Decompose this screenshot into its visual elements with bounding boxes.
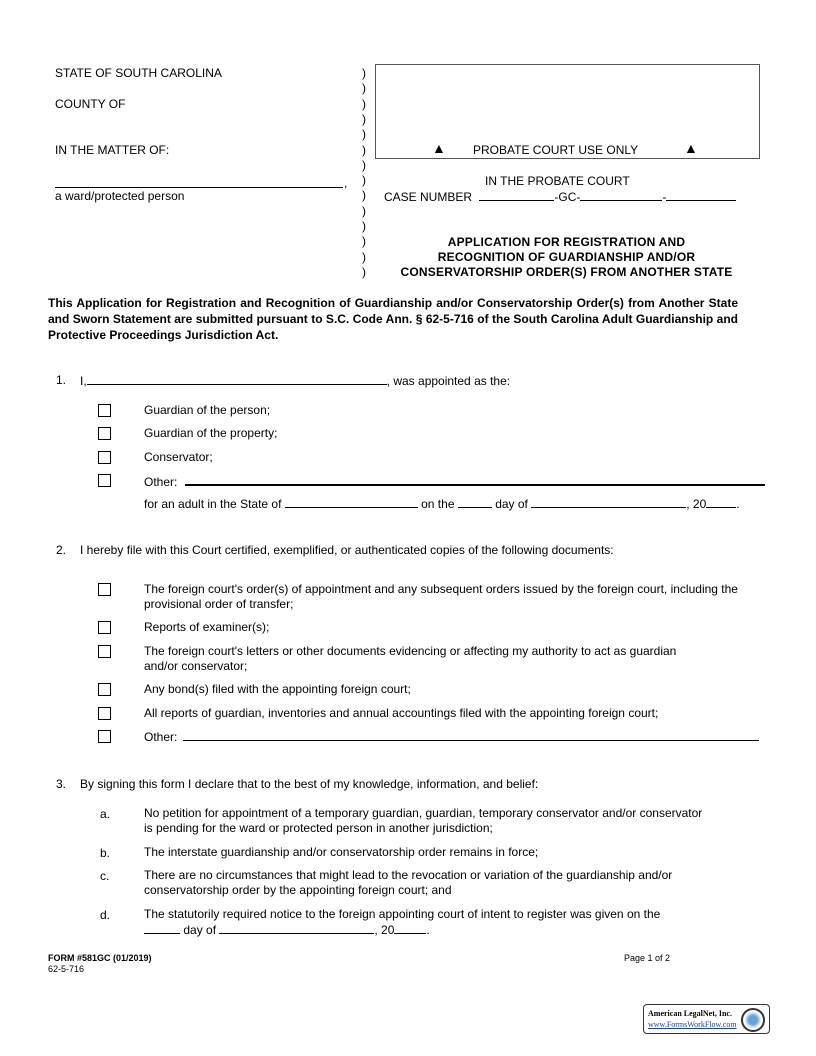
checkbox-conservator[interactable] (98, 451, 111, 464)
option-guardian-property: Guardian of the property; (144, 426, 278, 440)
option-conservator: Conservator; (144, 450, 213, 464)
caption-paren: ) (362, 219, 366, 233)
item-d-line2 (144, 922, 660, 938)
checkbox-doc-reports[interactable] (98, 707, 111, 720)
section3-text: By signing this form I declare that to the best of my knowledge, information, and belief: (80, 777, 539, 791)
caption-paren: ) (362, 111, 366, 126)
appointment-day-field[interactable] (458, 496, 492, 508)
notice-month-field[interactable] (219, 922, 374, 934)
checkbox-guardian-property[interactable] (98, 427, 111, 440)
doc-examiner: Reports of examiner(s); (144, 620, 270, 634)
caption-paren: ) (362, 264, 366, 279)
form-title-line2: RECOGNITION OF GUARDIANSHIP AND/OR (437, 250, 696, 264)
state-line-day-of: day of (495, 497, 528, 511)
caption-paren: ) (362, 173, 366, 188)
case-separator: - (662, 190, 667, 204)
item-d-letter: d. (100, 908, 111, 922)
ward-name-field[interactable] (55, 176, 343, 188)
item-d-line1: The statutorily required notice to the foreign appointing court of intent to register was given on the (144, 907, 661, 921)
american-legalnet-logo[interactable] (643, 1004, 770, 1034)
other-role-field[interactable] (185, 473, 765, 486)
form-title-line3: CONSERVATORSHIP ORDER(S) FROM ANOTHER STATE (400, 265, 733, 279)
section1-suffix: , was appointed as the: (386, 374, 511, 388)
case-number-label: CASE NUMBER (384, 190, 473, 204)
checkbox-other[interactable] (98, 474, 111, 487)
doc-orders (144, 582, 738, 612)
form-title-line1: APPLICATION FOR REGISTRATION AND (447, 235, 686, 249)
county-label: COUNTY OF (55, 97, 126, 111)
item-c-letter: c. (100, 869, 110, 883)
ward-label: a ward/protected person (55, 189, 185, 203)
caption-paren: ) (362, 249, 366, 264)
doc-bonds: Any bond(s) filed with the appointing foreign court; (144, 682, 411, 696)
checkbox-doc-examiner[interactable] (98, 621, 111, 634)
section1-line (80, 373, 510, 388)
form-code: 62-5-716 (48, 964, 85, 974)
option-guardian-person: Guardian of the person; (144, 403, 271, 417)
section2-text: I hereby file with this Court certified, exemplified, or authenticated copies of the following documents: (80, 543, 614, 557)
triangle-up-icon: ▲ (432, 140, 446, 156)
page-number: Page 1 of 2 (624, 953, 671, 963)
option-other: Other: (144, 475, 178, 489)
checkbox-doc-letters[interactable] (98, 645, 111, 658)
state-line-year-prefix: , 20 (686, 497, 707, 511)
section1-prefix: I, (80, 374, 87, 388)
state-field[interactable] (285, 496, 418, 508)
doc-orders-line2: provisional order of transfer; (144, 597, 294, 611)
doc-letters-line2: and/or conservator; (144, 659, 248, 673)
caption-paren: ) (362, 81, 366, 96)
doc-other-field[interactable] (183, 729, 759, 741)
form-number: FORM #581GC (01/2019) (48, 953, 152, 963)
section3-number: 3. (56, 777, 67, 791)
section1-number: 1. (56, 373, 67, 387)
case-gc-separator: -GC- (554, 190, 581, 204)
logo-company: American LegalNet, Inc. (648, 1009, 732, 1018)
state-line-on-the: on the (421, 497, 455, 511)
item-c-line1: There are no circumstances that might lead to the revocation or variation of the guardianship and/or (144, 868, 673, 882)
section2-number: 2. (56, 543, 67, 557)
case-middle-field[interactable] (580, 189, 662, 201)
checkbox-doc-other[interactable] (98, 730, 111, 743)
court-use-label: PROBATE COURT USE ONLY (473, 143, 639, 157)
notice-year-field[interactable] (394, 922, 426, 934)
caption-paren: ) (362, 188, 366, 203)
doc-other-row (144, 729, 759, 745)
state-line (144, 496, 740, 512)
triangle-up-icon: ▲ (684, 140, 698, 156)
notice-period: . (426, 923, 430, 937)
caption-paren: ) (362, 142, 366, 157)
item-b-letter: b. (100, 846, 111, 860)
state-line-text: for an adult in the State of (144, 497, 282, 511)
option-other-row (144, 473, 765, 490)
ward-comma: , (344, 176, 348, 190)
item-a (144, 806, 702, 836)
appointment-year-field[interactable] (706, 496, 736, 508)
case-end-field[interactable] (666, 189, 736, 201)
item-a-line1: No petition for appointment of a temporary guardian, guardian, temporary conservator and/or conservator (144, 806, 703, 820)
notice-day-of: day of (183, 923, 217, 937)
case-year-field[interactable] (479, 189, 554, 201)
doc-letters-line1: The foreign court's letters or other documents evidencing or affecting my authority to act as guardian (144, 644, 677, 658)
notice-year-prefix: , 20 (374, 923, 395, 937)
item-a-line2: is pending for the ward or protected person in another jurisdiction; (144, 821, 493, 835)
doc-letters (144, 644, 676, 674)
checkbox-doc-orders[interactable] (98, 583, 111, 596)
court-name: IN THE PROBATE COURT (485, 174, 630, 188)
item-b: The interstate guardianship and/or conservatorship order remains in force; (144, 845, 539, 859)
logo-url[interactable]: www.FormsWorkFlow.com (648, 1020, 737, 1029)
doc-other: Other: (144, 730, 178, 744)
caption-paren: ) (362, 96, 366, 111)
intro-paragraph: This Application for Registration and Recognition of Guardianship and/or Conservatorship Order(s) from Another State and Sworn Statement are submitted pursuant to S.C. Code Ann. § 62-5-716 of the South Carolina Adult Guardianship and Protective Proceedings Jurisdiction Act. (48, 296, 738, 342)
doc-orders-line1: The foreign court's order(s) of appointment and any subsequent orders issued by the foreign court, including the (144, 582, 738, 596)
case-number-row (384, 189, 736, 204)
globe-icon (741, 1008, 765, 1032)
checkbox-doc-bonds[interactable] (98, 683, 111, 696)
item-d (144, 907, 660, 938)
doc-reports: All reports of guardian, inventories and annual accountings filed with the appointing foreign court; (144, 706, 659, 720)
checkbox-guardian-person[interactable] (98, 404, 111, 417)
item-c-line2: conservatorship order by the appointing foreign court; and (144, 883, 452, 897)
appointment-month-field[interactable] (531, 496, 686, 508)
applicant-name-field[interactable] (87, 373, 387, 385)
notice-day-field[interactable] (144, 922, 180, 934)
caption-paren: ) (362, 127, 366, 142)
caption-paren: ) (362, 234, 366, 249)
state-line-period: . (736, 497, 740, 511)
item-a-letter: a. (100, 807, 111, 821)
state-label: STATE OF SOUTH CAROLINA (55, 66, 222, 80)
matter-label: IN THE MATTER OF: (55, 143, 170, 157)
caption-paren: ) (362, 157, 366, 172)
item-c (144, 868, 672, 898)
caption-paren: ) (362, 66, 366, 80)
caption-paren: ) (362, 203, 366, 218)
